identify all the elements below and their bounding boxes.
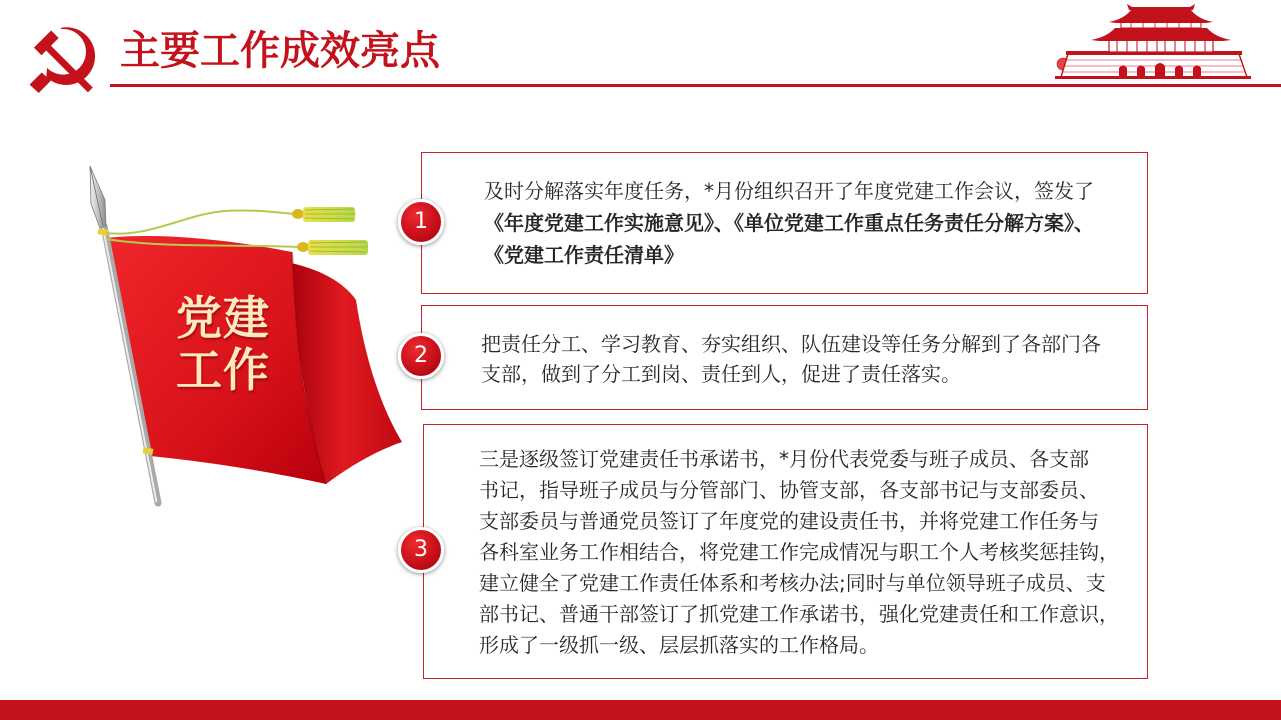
item-2-text (481, 329, 1101, 389)
number-badge-2: 2 (398, 333, 444, 379)
number-badge-1: 1 (398, 199, 444, 245)
tiananmen-gate-icon (1050, 4, 1252, 84)
highlight-item-1 (421, 152, 1148, 294)
flag-text-line-2: 工作 (176, 343, 270, 397)
item-text-line: 形成了一级抓一级、层层抓落实的工作格局。 (479, 633, 879, 657)
item-text-line: 部书记、普通干部签订了抓党建工作承诺书，强化党建责任和工作意识， (479, 602, 1119, 626)
number-badge-3: 3 (398, 527, 444, 573)
tassel-icon (297, 240, 368, 255)
item-text-line: 把责任分工、学习教育、夯实组织、队伍建设等任务分解到了各部门各 (481, 332, 1101, 356)
item-1-text (484, 175, 1094, 271)
item-text-line: 支部委员与普通党员签订了年度党的建设责任书，并将党建工作任务与 (479, 509, 1099, 533)
item-text-line: 书记，指导班子成员与分管部门、协管支部，各支部书记与支部委员、 (479, 478, 1099, 502)
highlight-item-2 (421, 305, 1148, 410)
tassel-icon (292, 207, 356, 222)
item-text-line: 《党建工作责任清单》 (484, 243, 684, 267)
highlight-item-3 (423, 424, 1148, 679)
item-text-line: 三是逐级签订党建责任书承诺书，*月份代表党委与班子成员、各支部 (479, 447, 1089, 471)
item-text-line: 及时分解落实年度任务，*月份组织召开了年度党建工作会议，签发了 (484, 179, 1094, 203)
item-text-line: 建立健全了党建工作责任体系和考核办法;同时与单位领导班子成员、支 (479, 571, 1106, 595)
footer-bar (0, 700, 1281, 720)
page-title: 主要工作成效亮点 (120, 28, 440, 74)
hammer-and-sickle-icon (24, 20, 102, 96)
gate-tower (1091, 4, 1231, 52)
item-3-text (479, 444, 1119, 661)
item-text-line: 各科室业务工作相结合，将党建工作完成情况与职工个人考核奖惩挂钩， (479, 540, 1119, 564)
item-text-line: 《年度党建工作实施意见》、《单位党建工作重点任务责任分解方案》、 (484, 211, 1094, 235)
gate-wall (1055, 51, 1251, 79)
title-underline (110, 84, 1281, 87)
item-text-line: 支部，做到了分工到岗、责任到人，促进了责任落实。 (481, 362, 961, 386)
flag-text-line-1: 党建 (176, 291, 270, 345)
